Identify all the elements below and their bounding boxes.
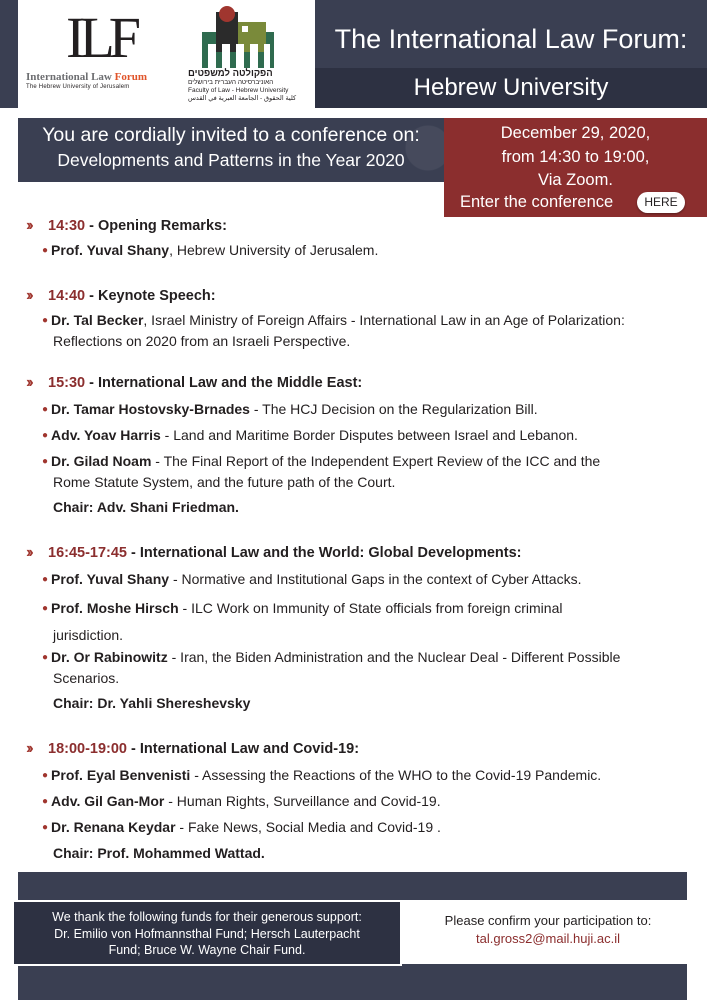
faculty-logo-text: הפקולטה למשפטים האוניברסיטה העברית בירושלים Faculty of Law - Hebrew University كلية الحقوق - الجامعة العبرية في القدس xyxy=(188,68,297,102)
rsvp-email-link[interactable]: tal.gross2@mail.huji.ac.il xyxy=(476,931,620,946)
session-chair: Chair: Dr. Yahli Shereshevsky xyxy=(53,695,251,711)
list-item: ● Adv. Gil Gan-Mor - Human Rights, Surveillance and Covid-19. xyxy=(42,793,441,809)
chevron-double-right-icon: ›› xyxy=(26,740,31,757)
event-time: from 14:30 to 19:00, xyxy=(501,148,650,166)
chevron-double-right-icon: ›› xyxy=(26,217,31,234)
bullet-icon: ● xyxy=(42,430,49,441)
faculty-building-logo xyxy=(188,4,288,68)
funders-box: We thank the following funds for their generous support: Dr. Emilio von Hofmannsthal Fund; Hersch Lauterpacht Fund; Bruce W. Wayne Chair Fund. xyxy=(12,900,402,966)
section-heading: ›› 15:30 - International Law and the Middle East: xyxy=(26,374,363,391)
logo-area xyxy=(18,0,315,108)
list-item: ● Dr. Tal Becker, Israel Ministry of Foreign Affairs - International Law in an Age of Polarization: Reflections on 2020 from an Israeli Perspective. xyxy=(42,312,625,349)
section-heading: ›› 18:00-19:00 - International Law and Covid-19: xyxy=(26,740,360,757)
bullet-icon: ● xyxy=(42,603,49,614)
rsvp-text: Please confirm your participation to: xyxy=(444,913,652,928)
ilf-logo-name: International Law Forum xyxy=(26,71,148,83)
section-heading: ›› 14:30 - Opening Remarks: xyxy=(26,217,227,234)
chevron-double-right-icon: ›› xyxy=(26,287,31,304)
conference-title: Developments and Patterns in the Year 2020 xyxy=(57,150,405,170)
list-item: ● Adv. Yoav Harris - Land and Maritime Border Disputes between Israel and Lebanon. xyxy=(42,427,578,443)
list-item: ● Prof. Moshe Hirsch - ILC Work on Immunity of State officials from foreign criminal jurisdiction. xyxy=(42,600,563,643)
chevron-double-right-icon: ›› xyxy=(26,374,31,391)
here-button[interactable]: HERE xyxy=(637,192,685,213)
list-item: ● Dr. Renana Keydar - Fake News, Social Media and Covid-19 . xyxy=(42,819,441,835)
section-heading: ›› 16:45-17:45 - International Law and the World: Global Developments: xyxy=(26,544,522,561)
list-item: ● Dr. Tamar Hostovsky-Brnades - The HCJ Decision on the Regularization Bill. xyxy=(42,401,538,417)
bullet-icon: ● xyxy=(42,652,49,663)
ilf-logo: ILF xyxy=(66,5,135,70)
event-date: December 29, 2020, xyxy=(500,124,651,142)
list-item: ● Prof. Yuval Shany - Normative and Institutional Gaps in the context of Cyber Attacks. xyxy=(42,571,582,587)
page-subtitle: Hebrew University xyxy=(413,74,609,101)
page-title: The International Law Forum: xyxy=(334,24,688,54)
ilf-logo-subtitle: The Hebrew University of Jerusalem xyxy=(26,84,130,90)
bullet-icon: ● xyxy=(42,404,49,415)
bullet-icon: ● xyxy=(42,315,49,326)
bullet-icon: ● xyxy=(42,796,49,807)
bullet-icon: ● xyxy=(42,456,49,467)
rsvp-box xyxy=(402,900,694,964)
bullet-icon: ● xyxy=(42,770,49,781)
list-item: ● Prof. Yuval Shany, Hebrew University of Jerusalem. xyxy=(42,242,379,258)
event-venue: Via Zoom. xyxy=(538,171,613,189)
session-chair: Chair: Prof. Mohammed Wattad. xyxy=(53,845,265,861)
invitation-text: You are cordially invited to a conference on: xyxy=(42,124,420,146)
chevron-double-right-icon: ›› xyxy=(26,544,31,561)
enter-conference-text: Enter the conference xyxy=(460,193,614,211)
list-item: ● Prof. Eyal Benvenisti - Assessing the Reactions of the WHO to the Covid-19 Pandemic. xyxy=(42,767,602,783)
list-item: ● Dr. Gilad Noam - The Final Report of the Independent Expert Review of the ICC and the Rome Statute System, and the future path of the Court. xyxy=(42,453,601,490)
session-chair: Chair: Adv. Shani Friedman. xyxy=(53,499,239,515)
bullet-icon: ● xyxy=(42,822,49,833)
bullet-icon: ● xyxy=(42,574,49,585)
list-item: ● Dr. Or Rabinowitz - Iran, the Biden Administration and the Nuclear Deal - Different Possible Scenarios. xyxy=(42,649,621,686)
bullet-icon: ● xyxy=(42,245,49,256)
section-heading: ›› 14:40 - Keynote Speech: xyxy=(26,287,216,304)
